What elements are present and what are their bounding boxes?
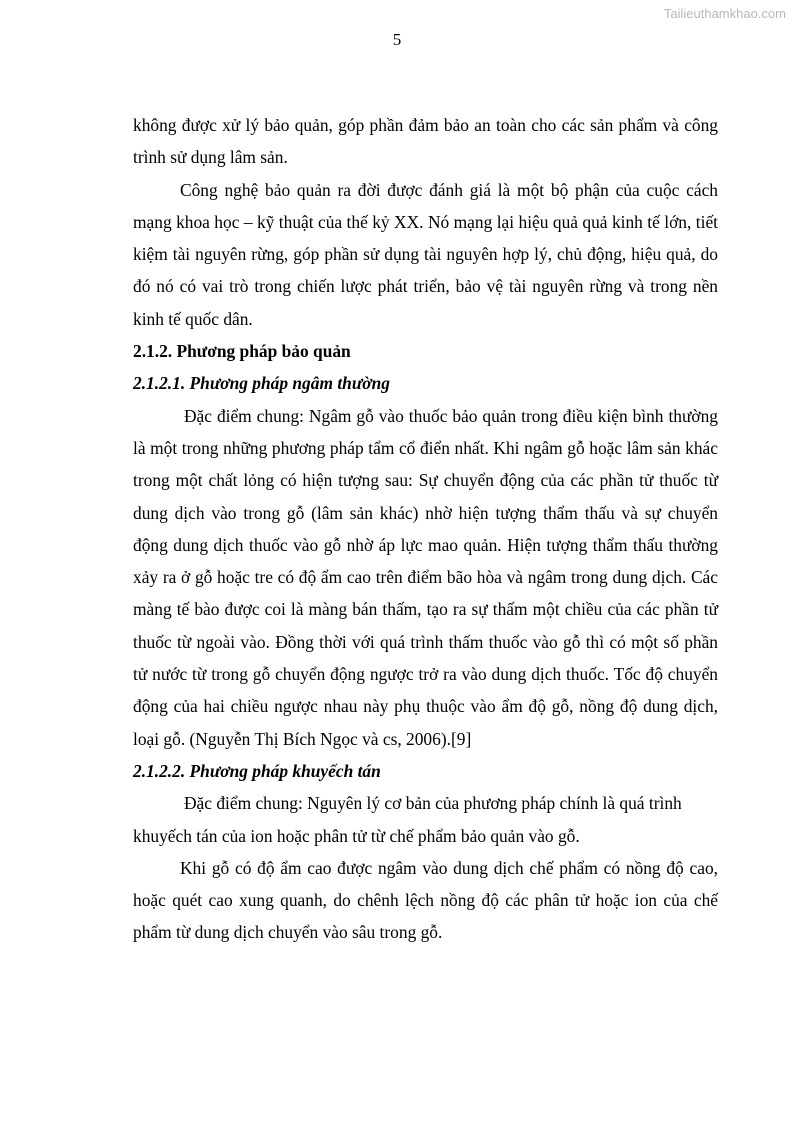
document-body xyxy=(133,109,718,949)
page-number: 5 xyxy=(392,30,402,49)
watermark: Tailieuthamkhao.com xyxy=(663,6,786,21)
paragraph-diffusion-principle: Đặc điểm chung: Nguyên lý cơ bản của phương pháp chính là quá trình khuyếch tán của ion hoặc phân tử từ chế phẩm bảo quản vào gỗ. xyxy=(133,793,682,846)
paragraph-soaking-method: Đặc điểm chung: Ngâm gỗ vào thuốc bảo quản trong điều kiện bình thường là một trong những phương pháp tẩm cổ điển nhất. Khi ngâm gỗ hoặc lâm sản khác trong một chất lỏng có hiện tượng sau: Sự chuyển động của các phần tử thuốc từ dung dịch vào trong gỗ (lâm sản khác) nhờ hiện tượng thẩm thấu và sự chuyển động dung dịch thuốc vào gỗ nhờ áp lực mao quản. Hiện tượng thẩm thấu thường xảy ra ở gỗ hoặc tre có độ ẩm cao trên điểm bão hòa và ngâm trong dung dịch. Các màng tế bào được coi là màng bán thấm, tạo ra sự thấm một chiều của các phần tử thuốc từ ngoài vào. Đồng thời với quá trình thấm thuốc vào gỗ thì có một số phần tử nước từ trong gỗ chuyển động ngược trở ra vào dung dịch thuốc. Tốc độ chuyển động của hai chiều ngược nhau này phụ thuộc vào ẩm độ gỗ, nồng độ dung dịch, loại gỗ. (Nguyễn Thị Bích Ngọc và cs, 2006).[9] xyxy=(133,405,718,749)
paragraph-continuation: không được xử lý bảo quản, góp phần đảm bảo an toàn cho các sản phẩm và công trình sử dụng lâm sản. xyxy=(133,115,718,168)
paragraph-preservation-technology: Công nghệ bảo quản ra đời được đánh giá là một bộ phận của cuộc cách mạng khoa học – kỹ thuật của thế kỷ XX. Nó mạng lại hiệu quả quả kinh tế lớn, tiết kiệm tài nguyên rừng, góp phần sử dụng tài nguyên hợp lý, chủ động, hiệu quả, do đó nó có vai trò trong chiến lược phát triển, bảo vệ tài nguyên rừng và trong nền kinh tế quốc dân. xyxy=(133,179,718,329)
subsection-heading-diffusion-method: 2.1.2.2. Phương pháp khuyếch tán xyxy=(133,760,381,781)
subsection-heading-soaking-method: 2.1.2.1. Phương pháp ngâm thường xyxy=(133,373,390,394)
section-heading-preservation-methods: 2.1.2. Phương pháp bảo quản xyxy=(133,341,351,362)
paragraph-diffusion-process: Khi gỗ có độ ẩm cao được ngâm vào dung dịch chế phẩm có nồng độ cao, hoặc quét cao xung quanh, do chênh lệch nồng độ các phân tử hoặc ion của chế phẩm từ dung dịch chuyển vào sâu trong gỗ. xyxy=(133,857,718,943)
